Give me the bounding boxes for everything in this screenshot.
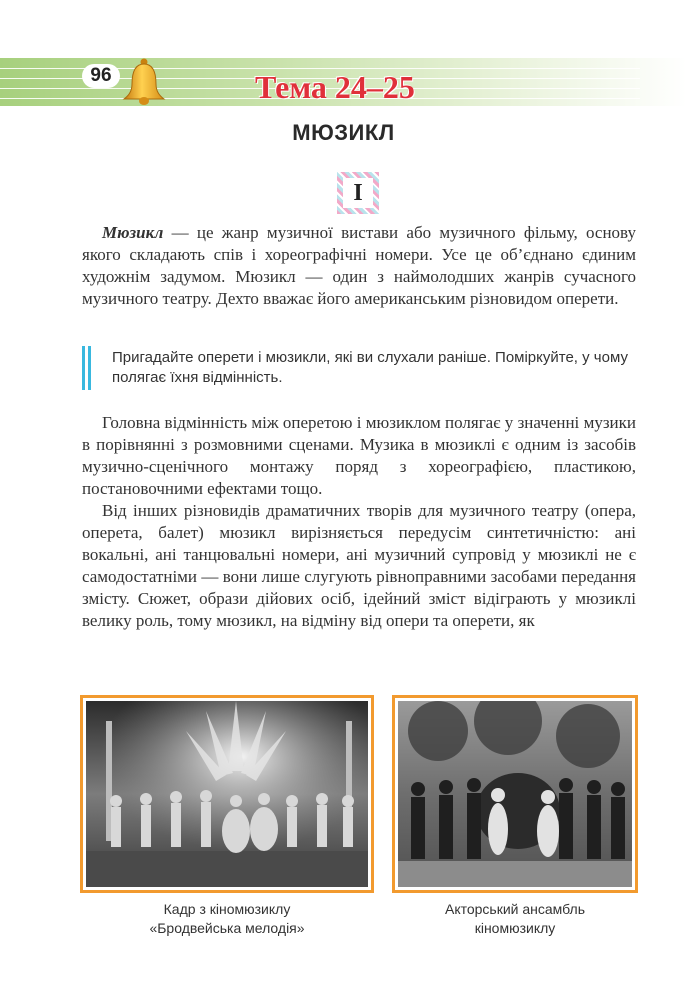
body-paragraph-1: Головна відмінність між оперетою і мюзиклом полягає у значенні музики в порівнянні з розмовними сценами. Музика в мюзиклі є одним із засобів музично-сценічного монтажу поряд з хореографією, пластикою, постановочними ефектами тощо. bbox=[82, 413, 636, 498]
caption-figure-2-line-2: кіномюзиклу bbox=[474, 920, 556, 936]
intro-text: — це жанр музичної вистави або музичного фільму, основу якого складають спів і хореографічні номери. Усе це об’єднано єдиним художнім задумом. Мюзикл — один з наймолодших жанрів сучасного музичного театру. Дехто вважає його американським різновидом оперети. bbox=[82, 223, 636, 308]
photo-broadway-melody bbox=[80, 695, 374, 893]
section-numeral: І bbox=[343, 178, 373, 208]
body-text bbox=[82, 412, 636, 632]
caption-figure-2 bbox=[392, 900, 638, 938]
caption-figure-2-line-1: Акторський ансамбль bbox=[444, 901, 586, 917]
page-number: 96 bbox=[82, 64, 120, 88]
term-musical: Мюзикл bbox=[102, 223, 164, 242]
question-callout bbox=[82, 346, 642, 390]
caption-figure-1-line-1: Кадр з кіномюзиклу bbox=[163, 901, 291, 917]
body-paragraph-2: Від інших різновидів драматичних творів для музичного театру (опера, оперета, балет) мюзикл вирізняється передусім синтетичністю: ані вокальні, ані танцювальні номери, ані музичний супровід у мюзиклі не є самодостатніми — вони лише слугують рівноправними засобами передання змісту. Сюжет, образи дійових осіб, ідейний зміст відіграють у мюзиклі велику роль, тому мюзикл, на відміну від опери та оперети, як bbox=[82, 501, 636, 630]
caption-figure-1-line-2: «Бродвейська мелодія» bbox=[149, 920, 305, 936]
caption-figure-1 bbox=[80, 900, 374, 938]
lesson-title: МЮЗИКЛ bbox=[292, 120, 395, 145]
photo-musical-ensemble bbox=[392, 695, 638, 893]
callout-text: Пригадайте оперети і мюзикли, які ви слухали раніше. Поміркуйте, у чому полягає їхня відмінність. bbox=[112, 349, 628, 386]
bell-icon bbox=[118, 56, 170, 108]
topic-title: Тема 24–25 bbox=[255, 69, 415, 105]
section-marker bbox=[337, 172, 379, 214]
intro-paragraph bbox=[82, 222, 636, 310]
